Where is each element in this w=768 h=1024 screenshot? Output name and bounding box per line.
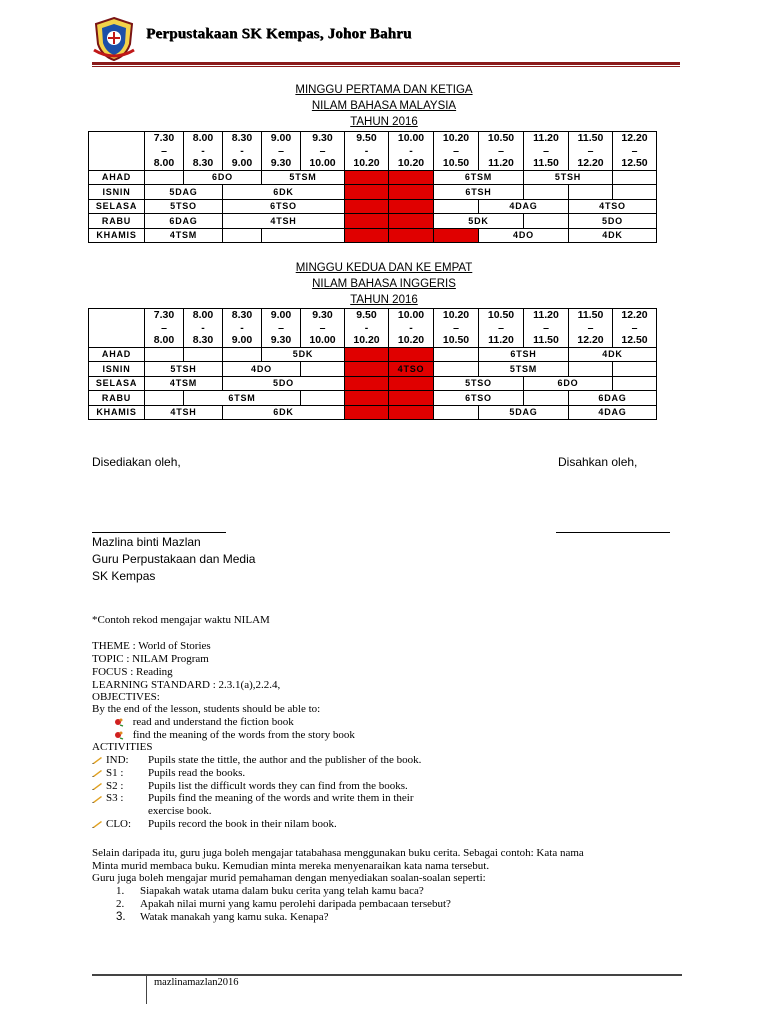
break-slot-cell <box>389 228 434 243</box>
time-slot-mid: - <box>409 144 413 157</box>
time-slot-header <box>145 132 184 171</box>
class-slot-cell <box>145 170 184 185</box>
activity-text: Pupils list the difficult words they can find from the books. <box>148 779 408 792</box>
time-slot-header <box>434 309 479 348</box>
break-slot-cell <box>389 214 434 229</box>
class-slot-cell <box>613 170 657 185</box>
time-slot-mid: – <box>543 144 549 157</box>
time-slot-top: 11.50 <box>577 132 604 144</box>
time-slot-header <box>301 132 345 171</box>
class-slot-cell: 6TSH <box>479 347 569 362</box>
time-slot-bot: 12.20 <box>577 157 604 169</box>
paragraph-line-2: Minta murid membaca buku. Kemudian minta mereka menyenaraikan kata nama tersebut. <box>92 860 490 872</box>
time-slot-bot: 9.30 <box>270 334 292 346</box>
time-slot-top: 7.30 <box>153 132 175 144</box>
class-slot-cell: 6DAG <box>145 214 223 229</box>
break-slot-cell <box>389 376 434 391</box>
objective-text: find the meaning of the words from the story book <box>132 729 355 741</box>
class-slot-cell <box>145 391 184 406</box>
class-slot-cell: 4TSO <box>569 199 657 214</box>
class-slot-cell: 6TSM <box>434 170 524 185</box>
objective-item <box>114 716 294 729</box>
table-row <box>89 391 657 406</box>
time-slot-header <box>434 132 479 171</box>
class-slot-cell: 6DO <box>184 170 262 185</box>
time-slot-top: 10.00 <box>397 132 425 144</box>
time-slot-bot: 9.00 <box>231 157 253 169</box>
activities-label: ACTIVITIES <box>92 741 153 753</box>
time-slot-top: 8.00 <box>192 309 214 321</box>
pencil-icon <box>92 769 103 777</box>
time-slot-bot: 10.20 <box>397 157 425 169</box>
time-slot-mid: – <box>498 321 504 334</box>
question-item <box>116 885 424 898</box>
day-label: AHAD <box>89 170 145 185</box>
footer-divider <box>146 974 147 1004</box>
time-slot-bot: 10.20 <box>353 157 380 169</box>
break-slot-cell <box>345 405 389 420</box>
signer-position: Guru Perpustakaan dan Media <box>92 552 256 566</box>
table-row <box>89 228 657 243</box>
header-rule-thin <box>92 66 680 67</box>
break-slot-cell <box>345 347 389 362</box>
time-slot-header <box>389 132 434 171</box>
break-slot-cell <box>389 347 434 362</box>
header-title: Perpustakaan SK Kempas, Johor Bahru <box>146 26 412 42</box>
time-slot-bot: 9.00 <box>231 334 253 346</box>
class-slot-cell: 5TSO <box>145 199 223 214</box>
class-slot-cell: 5TSM <box>479 362 569 377</box>
time-slot-header <box>223 309 262 348</box>
time-slot-bot: 11.20 <box>488 157 514 169</box>
time-slot-top: 9.00 <box>270 132 292 144</box>
class-slot-cell <box>434 405 479 420</box>
paragraph-line-1: Selain daripada itu, guru juga boleh mengajar tatabahasa menggunakan buku cerita. Sebagai contoh: Kata nama <box>92 847 584 859</box>
class-slot-cell <box>613 376 657 391</box>
lesson-topic: TOPIC : NILAM Program <box>92 653 209 665</box>
table-row <box>89 362 657 377</box>
activity-tag: S2 : <box>106 779 124 792</box>
time-slot-top: 9.00 <box>270 309 292 321</box>
time-slot-bot: 9.30 <box>270 157 292 169</box>
class-slot-cell <box>434 362 479 377</box>
class-slot-cell: 6DK <box>223 185 345 200</box>
time-slot-top: 9.50 <box>356 309 377 321</box>
class-slot-cell <box>569 185 613 200</box>
class-slot-cell: 5DAG <box>145 185 223 200</box>
time-slot-header <box>184 309 223 348</box>
flower-bullet-icon <box>114 717 124 727</box>
schedule1-title-line-3: TAHUN 2016 <box>350 116 418 128</box>
break-slot-cell <box>345 228 389 243</box>
class-slot-cell: 4TSM <box>145 228 223 243</box>
class-slot-cell: 4TSH <box>223 214 345 229</box>
time-slot-mid: – <box>543 321 549 334</box>
question-number: 2. <box>116 898 125 910</box>
activity-tag: S1 : <box>106 766 124 779</box>
time-slot-bot: 10.20 <box>353 334 380 346</box>
time-slot-mid: – <box>278 321 284 334</box>
class-slot-cell: 4DO <box>223 362 301 377</box>
class-slot-cell <box>524 214 569 229</box>
pencil-icon <box>92 795 103 803</box>
day-label: KHAMIS <box>89 405 145 420</box>
break-slot-cell <box>345 376 389 391</box>
time-slot-top: 11.50 <box>577 309 604 321</box>
class-slot-cell: 6DO <box>524 376 613 391</box>
class-slot-cell <box>613 185 657 200</box>
table-row <box>89 199 657 214</box>
class-slot-cell <box>223 228 262 243</box>
pencil-icon <box>92 756 103 764</box>
objective-text: read and understand the fiction book <box>132 716 294 728</box>
time-slot-header <box>262 132 301 171</box>
class-slot-cell <box>262 228 345 243</box>
class-slot-cell <box>569 362 613 377</box>
time-slot-top: 8.30 <box>231 132 253 144</box>
day-label: KHAMIS <box>89 228 145 243</box>
time-slot-mid: – <box>453 144 459 157</box>
time-slot-top: 11.20 <box>533 309 559 321</box>
time-slot-header <box>184 132 223 171</box>
time-slot-top: 10.50 <box>487 309 515 321</box>
time-slot-bot: 10.00 <box>309 157 336 169</box>
class-slot-cell: 5TSM <box>262 170 345 185</box>
activity-item <box>92 779 408 793</box>
prepared-signature-line <box>92 532 226 533</box>
class-slot-cell: 4DK <box>569 228 657 243</box>
corner-cell <box>89 309 145 348</box>
time-slot-bot: 12.50 <box>621 334 648 346</box>
class-slot-cell: 5DK <box>262 347 345 362</box>
class-slot-cell: 6DK <box>223 405 345 420</box>
time-slot-bot: 8.00 <box>153 334 175 346</box>
break-slot-cell <box>345 214 389 229</box>
time-slot-header <box>262 309 301 348</box>
class-slot-cell: 6TSH <box>434 185 524 200</box>
time-slot-mid: – <box>453 321 459 334</box>
time-slot-mid: - <box>409 321 413 334</box>
day-label: SELASA <box>89 376 145 391</box>
time-slot-mid: - <box>364 321 369 334</box>
prepared-by-label: Disediakan oleh, <box>92 455 181 469</box>
activity-tag: IND: <box>106 754 129 766</box>
time-slot-bot: 10.50 <box>442 157 470 169</box>
break-slot-cell <box>389 405 434 420</box>
break-slot-cell <box>345 199 389 214</box>
class-slot-cell <box>524 185 569 200</box>
schedule2-title-line-3: TAHUN 2016 <box>350 294 418 306</box>
time-slot-mid: – <box>319 321 326 334</box>
break-slot-cell <box>389 170 434 185</box>
day-label: RABU <box>89 391 145 406</box>
time-slot-header <box>569 132 613 171</box>
approved-by-label: Disahkan oleh, <box>558 455 638 469</box>
header-rule <box>92 62 680 65</box>
question-text: Apakah nilai murni yang kamu perolehi daripada pembacaan tersebut? <box>140 898 451 910</box>
pencil-icon <box>92 820 103 828</box>
activity-item <box>92 792 414 805</box>
class-slot-cell: 4DAG <box>569 405 657 420</box>
break-slot-cell: 4TSO <box>389 362 434 377</box>
footer-rule <box>92 974 682 976</box>
time-slot-top: 12.20 <box>621 309 648 321</box>
day-label: ISNIN <box>89 362 145 377</box>
lesson-theme: THEME : World of Stories <box>92 640 211 652</box>
schedule1-title-line-2: NILAM BAHASA MALAYSIA <box>311 100 457 112</box>
time-slot-top: 10.50 <box>487 132 515 144</box>
question-item <box>116 898 451 911</box>
table-row <box>89 170 657 185</box>
time-slot-header <box>524 309 569 348</box>
time-slot-header <box>613 132 657 171</box>
question-number: 1. <box>116 885 125 897</box>
day-label: ISNIN <box>89 185 145 200</box>
time-slot-mid: – <box>498 144 504 157</box>
time-slot-top: 9.30 <box>312 132 333 144</box>
time-slot-mid: - <box>201 321 205 334</box>
school-crest-icon <box>92 16 136 62</box>
activity-text: Pupils state the tittle, the author and the publisher of the book. <box>148 754 422 766</box>
schedule2-title-line-1: MINGGU KEDUA DAN KE EMPAT <box>295 262 473 274</box>
activity-text: Pupils find the meaning of the words and write them in their <box>148 792 414 805</box>
signer-school: SK Kempas <box>92 569 156 583</box>
time-slot-bot: 11.50 <box>533 334 559 346</box>
time-slot-mid: - <box>364 144 369 157</box>
objectives-intro: By the end of the lesson, students should be able to: <box>92 703 321 715</box>
activity-text: Pupils read the books. <box>148 766 246 779</box>
time-slot-mid: – <box>631 144 638 157</box>
flower-bullet-icon <box>114 730 124 740</box>
table-row <box>89 214 657 229</box>
break-slot-cell <box>434 228 479 243</box>
break-slot-cell <box>345 170 389 185</box>
activity-item <box>92 754 422 767</box>
time-slot-bot: 8.30 <box>192 157 214 169</box>
table-row <box>89 405 657 420</box>
class-slot-cell <box>184 347 223 362</box>
class-slot-cell <box>434 347 479 362</box>
table-row <box>89 376 657 391</box>
signer-name: Mazlina binti Mazlan <box>92 535 201 549</box>
time-slot-header <box>524 132 569 171</box>
time-slot-mid: – <box>161 321 167 334</box>
time-slot-top: 11.20 <box>533 132 559 144</box>
class-slot-cell <box>613 362 657 377</box>
time-slot-mid: – <box>319 144 326 157</box>
time-slot-header <box>569 309 613 348</box>
class-slot-cell: 5DK <box>434 214 524 229</box>
lesson-note: *Contoh rekod mengajar waktu NILAM <box>92 614 270 626</box>
time-slot-header <box>389 309 434 348</box>
class-slot-cell <box>223 347 262 362</box>
time-slot-bot: 10.20 <box>397 334 425 346</box>
class-slot-cell: 6TSO <box>434 391 524 406</box>
class-slot-cell: 4TSH <box>145 405 223 420</box>
paragraph-line-3: Guru juga boleh mengajar murid pemahaman dengan menyediakan soalan-soalan seperti: <box>92 872 486 884</box>
class-slot-cell <box>434 199 479 214</box>
time-slot-bot: 10.50 <box>442 334 470 346</box>
table-row <box>89 185 657 200</box>
class-slot-cell <box>301 391 345 406</box>
break-slot-cell <box>345 185 389 200</box>
time-slot-top: 10.20 <box>442 132 470 144</box>
schedule2-table <box>88 308 657 420</box>
class-slot-cell: 5TSO <box>434 376 524 391</box>
time-slot-header <box>479 309 524 348</box>
break-slot-cell <box>345 362 389 377</box>
schedule1-table <box>88 131 657 243</box>
time-slot-mid: – <box>161 144 167 157</box>
table-row <box>89 347 657 362</box>
time-slot-bot: 8.30 <box>192 334 214 346</box>
time-slot-mid: – <box>587 144 594 157</box>
time-slot-top: 8.00 <box>192 132 214 144</box>
objectives-label: OBJECTIVES: <box>92 691 160 703</box>
class-slot-cell <box>524 391 569 406</box>
class-slot-cell <box>301 362 345 377</box>
time-slot-top: 9.30 <box>312 309 333 321</box>
corner-cell <box>89 132 145 171</box>
class-slot-cell: 5DO <box>223 376 345 391</box>
pencil-icon <box>92 782 103 790</box>
question-text: Watak manakah yang kamu suka. Kenapa? <box>140 911 329 923</box>
time-slot-header <box>613 309 657 348</box>
schedule1-title-line-1: MINGGU PERTAMA DAN KETIGA <box>295 84 473 96</box>
time-slot-top: 9.50 <box>356 132 377 144</box>
break-slot-cell <box>389 185 434 200</box>
class-slot-cell: 6TSO <box>223 199 345 214</box>
class-slot-cell: 6TSM <box>184 391 301 406</box>
activity-item <box>92 818 337 831</box>
lesson-focus: FOCUS : Reading <box>92 666 173 678</box>
activity-text: Pupils record the book in their nilam book. <box>148 818 337 830</box>
activity-tag: S3 : <box>106 792 124 805</box>
time-slot-mid: – <box>631 321 638 334</box>
time-slot-header <box>301 309 345 348</box>
time-slot-header <box>145 309 184 348</box>
class-slot-cell <box>145 347 184 362</box>
time-slot-bot: 11.20 <box>488 334 514 346</box>
class-slot-cell: 4DO <box>479 228 569 243</box>
time-slot-mid: – <box>278 144 284 157</box>
day-label: AHAD <box>89 347 145 362</box>
time-slot-top: 10.00 <box>397 309 425 321</box>
question-text: Siapakah watak utama dalam buku cerita yang telah kamu baca? <box>140 885 424 897</box>
class-slot-cell: 5DAG <box>479 405 569 420</box>
time-slot-header <box>223 132 262 171</box>
class-slot-cell: 4DAG <box>479 199 569 214</box>
approved-signature-line <box>556 532 670 533</box>
break-slot-cell <box>389 391 434 406</box>
activity-item <box>92 766 246 780</box>
activity-tag: CLO: <box>106 818 132 830</box>
time-slot-mid: - <box>240 321 244 334</box>
class-slot-cell: 5TSH <box>524 170 613 185</box>
class-slot-cell: 6DAG <box>569 391 657 406</box>
footer-text: mazlinamazlan2016 <box>154 977 239 988</box>
class-slot-cell: 4TSM <box>145 376 223 391</box>
time-slot-top: 12.20 <box>621 132 648 144</box>
time-slot-top: 8.30 <box>231 309 253 321</box>
time-slot-top: 10.20 <box>442 309 470 321</box>
break-slot-cell <box>345 391 389 406</box>
time-slot-bot: 12.20 <box>577 334 604 346</box>
activity-text: exercise book. <box>148 805 212 818</box>
class-slot-cell: 5TSH <box>145 362 223 377</box>
time-slot-top: 7.30 <box>153 309 175 321</box>
time-slot-mid: - <box>240 144 244 157</box>
day-label: RABU <box>89 214 145 229</box>
day-label: SELASA <box>89 199 145 214</box>
question-number: 3. <box>116 911 126 923</box>
time-slot-mid: - <box>201 144 205 157</box>
time-slot-bot: 8.00 <box>153 157 175 169</box>
time-slot-bot: 12.50 <box>621 157 648 169</box>
time-slot-header <box>479 132 524 171</box>
time-slot-bot: 10.00 <box>309 334 336 346</box>
time-slot-mid: – <box>587 321 594 334</box>
question-item <box>116 911 329 924</box>
class-slot-cell: 4DK <box>569 347 657 362</box>
time-slot-header <box>345 132 389 171</box>
break-slot-cell <box>389 199 434 214</box>
class-slot-cell: 5DO <box>569 214 657 229</box>
schedule2-title-line-2: NILAM BAHASA INGGERIS <box>312 278 456 290</box>
time-slot-bot: 11.50 <box>533 157 559 169</box>
lesson-standard: LEARNING STANDARD : 2.3.1(a),2.2.4, <box>92 679 281 691</box>
time-slot-header <box>345 309 389 348</box>
